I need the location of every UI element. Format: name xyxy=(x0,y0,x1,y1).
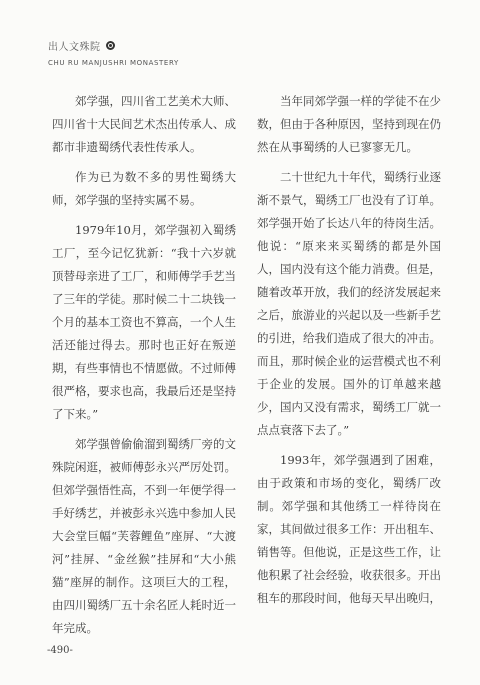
header-title: 出人文殊院 xyxy=(48,42,101,53)
header-line xyxy=(48,38,179,53)
paragraph: 作为已为数不多的男性蜀绣大师，郊学强的坚持实属不易。 xyxy=(52,170,236,207)
running-header xyxy=(48,38,179,67)
right-column xyxy=(257,90,441,617)
paragraph: 当年同郊学强一样的学徒不在少数，但由于各种原因，坚持到现在仍然在从事蜀绣的人已寥寥无几。 xyxy=(257,94,441,154)
paragraph: 二十世纪九十年代，蜀绣行业逐渐不景气，蜀绣工厂也没有了订单。郊学强开始了长达八年的待岗生活。他说：“原来来买蜀绣的都是外国人，国内没有这个能力消费。但是，随着改革开放，我们的经济发展起来之后，旅游业的兴起以及一些新手艺的引进，给我们造成了很大的冲击。而且，那时候企业的运营模式也不利于企业的发展。国外的订单越来越少，国内又没有需求，蜀绣工厂就一点点衰落下去了。” xyxy=(257,170,441,437)
header-subtitle: CHU RU MANJUSHRI MONASTERY xyxy=(48,59,179,67)
paragraph: 1979年10月，郊学强初入蜀绣工厂，至今记忆犹新：“我十六岁就顶替母亲进了工厂，和师傅学手艺当了三年的学徒。那时候二十二块钱一个月的基本工资也不算高，一个人生活还能过得去。那时也正好在叛逆期，有些事情也不情愿做。不过师傅很严格，要求也高，我最后还是坚持了下来。” xyxy=(52,223,236,421)
page-number: -490- xyxy=(47,645,73,656)
paragraph: 郊学强，四川省工艺美术大师、四川省十大民间艺术杰出传承人、成都市非遗蜀绣代表性传承人。 xyxy=(52,94,236,154)
left-column xyxy=(52,90,236,647)
paragraph: 1993年，郊学强遇到了困难，由于政策和市场的变化，蜀绣厂改制。郊学强和其他绣工一样待岗在家，其间做过很多工作：开出租车、销售等。但他说，正是这些工作，让他积累了社会经验，收获很多。开出租车的那段时间，他每天早出晚归， xyxy=(257,453,441,605)
paragraph: 郊学强曾偷偷溜到蜀绣厂旁的文殊院闲逛，被师傅彭永兴严厉处罚。但郊学强悟性高，不到一年便学得一手好绣艺，并被彭永兴选中参加人民大会堂巨幅“芙蓉鲤鱼”座屏、“大渡河”挂屏、“金丝猴”挂屏和“大小熊猫”座屏的制作。这项巨大的工程，由四川蜀绣厂五十余名匠人耗时近一年完成。 xyxy=(52,437,236,635)
circle-mark-icon xyxy=(106,41,115,50)
